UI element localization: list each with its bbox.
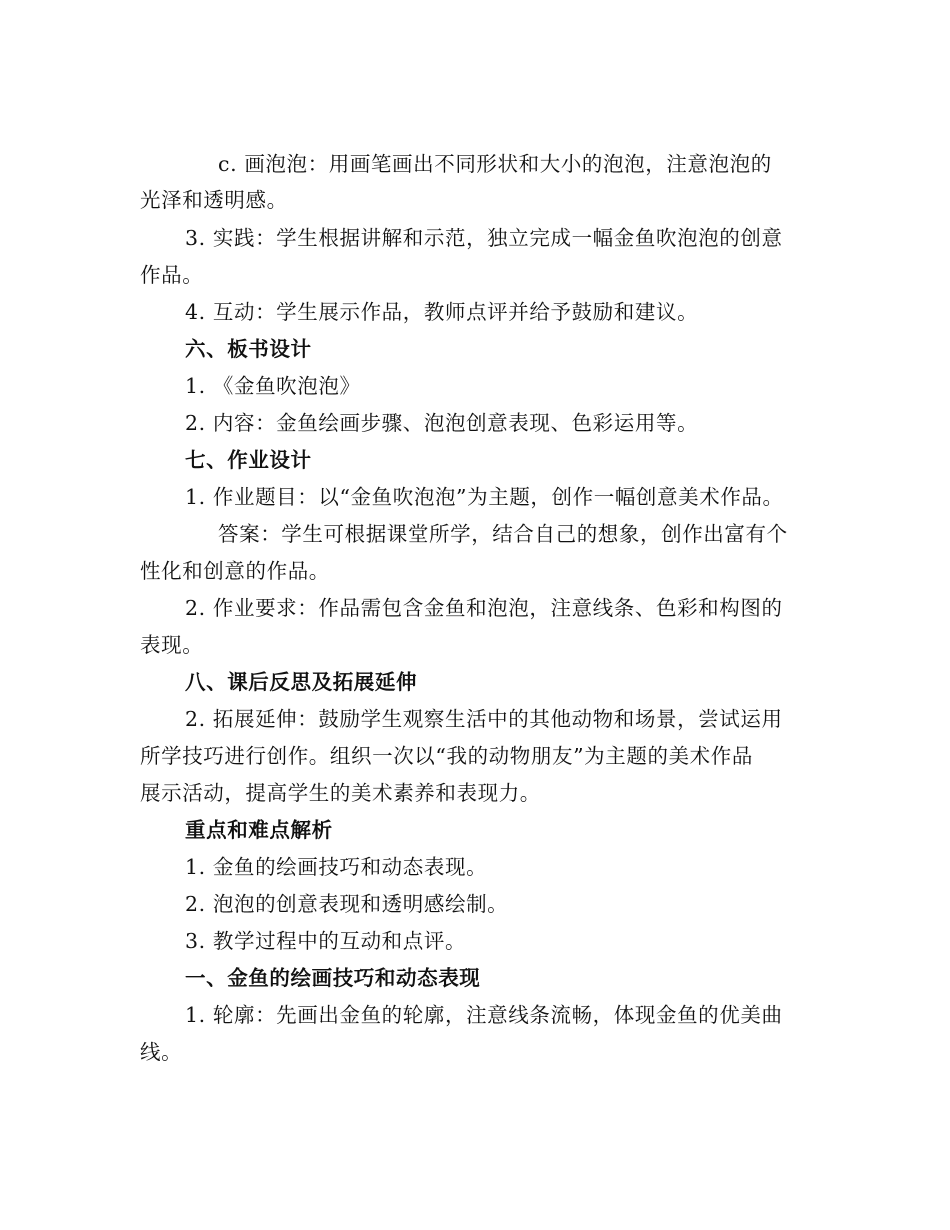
text-line: 3. 教学过程中的互动和点评。 <box>185 929 467 953</box>
text-line: 答案：学生可根据课堂所学，结合自己的想象，创作出富有个 <box>218 522 788 546</box>
text-line: 1. 金鱼的绘画技巧和动态表现。 <box>185 855 488 879</box>
section-heading: 八、课后反思及拓展延伸 <box>185 670 418 694</box>
text-line: c. 画泡泡：用画笔画出不同形状和大小的泡泡，注意泡泡的 <box>218 152 772 176</box>
text-line: 性化和创意的作品。 <box>140 559 330 583</box>
text-line: 作品。 <box>140 263 204 287</box>
text-line: 光泽和透明感。 <box>140 188 288 212</box>
section-heading: 一、金鱼的绘画技巧和动态表现 <box>185 966 481 990</box>
section-heading: 七、作业设计 <box>185 448 312 472</box>
text-line: 3. 实践：学生根据讲解和示范，独立完成一幅金鱼吹泡泡的创意 <box>185 226 783 250</box>
text-line: 1. 轮廓：先画出金鱼的轮廓，注意线条流畅，体现金鱼的优美曲 <box>185 1003 783 1027</box>
text-line: 2. 作业要求：作品需包含金鱼和泡泡，注意线条、色彩和构图的 <box>185 596 783 620</box>
text-line: 2. 泡泡的创意表现和透明感绘制。 <box>185 892 509 916</box>
text-line: 2. 内容：金鱼绘画步骤、泡泡创意表现、色彩运用等。 <box>185 411 699 435</box>
text-line: 表现。 <box>140 633 204 657</box>
text-line: 1. 《金鱼吹泡泡》 <box>185 374 361 398</box>
section-heading: 重点和难点解析 <box>185 818 333 842</box>
text-line: 所学技巧进行创作。组织一次以“我的动物朋友”为主题的美术作品 <box>140 744 753 768</box>
text-line: 4. 互动：学生展示作品，教师点评并给予鼓励和建议。 <box>185 300 699 324</box>
section-heading: 六、板书设计 <box>185 337 312 361</box>
text-line: 线。 <box>140 1040 183 1064</box>
text-line: 2. 拓展延伸：鼓励学生观察生活中的其他动物和场景，尝试运用 <box>185 707 783 731</box>
text-line: 展示活动，提高学生的美术素养和表现力。 <box>140 781 541 805</box>
text-line: 1. 作业题目：以“金鱼吹泡泡”为主题，创作一幅创意美术作品。 <box>185 485 784 509</box>
